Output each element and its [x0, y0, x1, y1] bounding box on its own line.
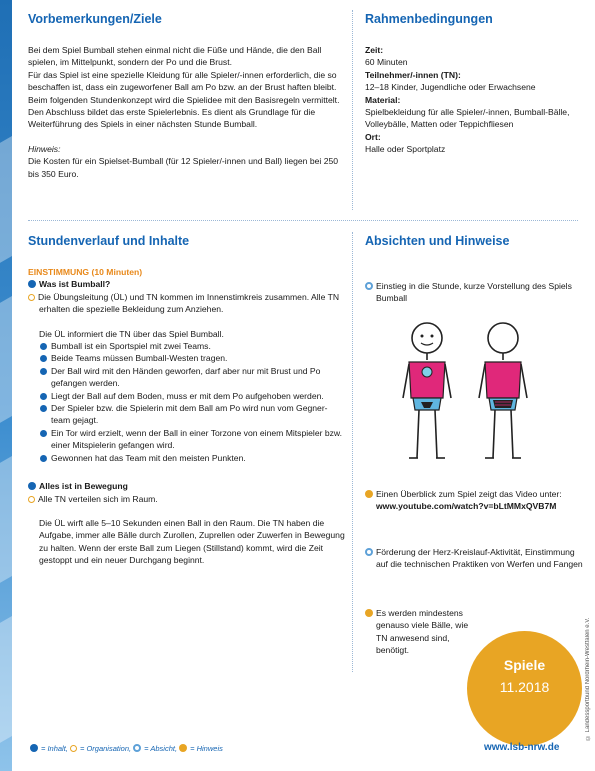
absicht-icon: [133, 744, 141, 752]
divider-horizontal: [28, 220, 578, 221]
legend-hinweis: = Hinweis: [190, 744, 223, 753]
footer-url-link[interactable]: www.lsb-nrw.de: [484, 742, 560, 753]
stundenverlauf-block: [28, 266, 346, 567]
video-hint: [365, 488, 591, 513]
list-item: Der Spieler bzw. die Spielerin mit dem Ball am Po wird nun vom Gegner-team gejagt.: [39, 402, 346, 427]
was-ist-bumball: Was ist Bumball?: [39, 279, 111, 290]
absicht-icon: [365, 282, 373, 290]
list-item: Ein Tor wird erzielt, wenn der Ball in einer Torzone von einem Mitspieler bzw. einer Mitspielerin gefangen wird.: [39, 427, 346, 452]
player-back-figure: [479, 323, 527, 458]
player-front-figure: [403, 323, 451, 458]
divider-top: [352, 10, 353, 210]
informiert-text: Die ÜL informiert die TN über das Spiel Bumball.: [39, 328, 224, 339]
material-label: Material:: [365, 94, 401, 105]
inhalt-icon: [30, 744, 38, 752]
organisation-icon: [28, 496, 35, 503]
absicht-icon: [365, 548, 373, 556]
vorbemerkungen-heading: Vorbemerkungen/Ziele: [28, 12, 162, 26]
rules-list: [28, 340, 346, 464]
left-decor-bar: [0, 0, 12, 771]
org-text-1: Die Übungsleitung (ÜL) und TN kommen im Innenstimkreis zusammen. Alle TN erhalten die spezielle Bekleidung zum Anziehen.: [38, 291, 340, 315]
organisation-icon: [70, 745, 77, 752]
copyright-vertical: © Landessportbund Nordrhein-Westfalen e.V.: [585, 617, 591, 740]
organisation-icon: [28, 294, 35, 301]
inhalt-dot-icon: [28, 280, 36, 288]
absicht-1: [365, 280, 581, 305]
legend-absicht: = Absicht,: [144, 744, 178, 753]
hinweis-icon: [179, 744, 187, 752]
badge-title: Spiele: [503, 657, 546, 673]
video-hint-text: Einen Überblick zum Spiel zeigt das Video unter:: [376, 489, 562, 499]
absicht-1-text: Einstieg in die Stunde, kurze Vorstellung des Spiels Bumball: [376, 281, 572, 304]
list-item: Bumball ist ein Sportspiel mit zwei Teams.: [39, 340, 346, 352]
rahmen-block: [365, 44, 575, 156]
absicht-2: [365, 546, 586, 571]
hinweis-label: Hinweis:: [28, 143, 61, 154]
bumball-players-illustration: [385, 318, 555, 468]
list-item: Der Ball wird mit den Händen geworfen, darf aber nur mit Brust und Po gefangen werden.: [39, 365, 346, 390]
badge-date: 11.2018: [499, 679, 550, 695]
ort-label: Ort:: [365, 131, 381, 142]
einstimmung-label: EINSTIMMUNG (10 Minuten): [28, 267, 143, 277]
hinweis-baelle-text: Es werden mindestens genauso viele Bälle, wie TN anwesend sind, benötigt.: [376, 608, 469, 656]
zeit-label: Zeit:: [365, 45, 384, 55]
bewegung-paragraph: Die ÜL wirft alle 5–10 Sekunden einen Ball in den Raum. Die TN haben die Aufgabe, immer alle Bälle durch Zurollen, Zuprellen oder Zuwerfen in Bewegung zu halten. Wenn der erste Ball zum Liegen (Stillstand) kommt, wird die Zeit gestoppt und ein neuer Durchgang beginnt.: [39, 517, 345, 566]
hinweis-baelle: [365, 607, 476, 657]
list-item: Gewonnen hat das Team mit den meisten Punkten.: [39, 452, 346, 464]
tn-label: Teilnehmer/-innen (TN):: [365, 69, 461, 80]
list-item: Liegt der Ball auf dem Boden, muss er mit dem Po aufgehoben werden.: [39, 390, 346, 402]
divider-bottom: [352, 232, 353, 672]
inhalt-dot-icon: [28, 482, 36, 490]
vorbemerkungen-p2: Für das Spiel ist eine spezielle Kleidung für alle Spieler/-innen erforderlich, die so beschaffen ist, dass ein zugeworfener Ball am Po bzw. an der Brust haften bleibt. Beim folgenden Stundenkonzept wird die Spielidee mit den Basisregeln vermittelt. Den Abschluss bildet das erste Spielerlebnis. Es dient als Grundlage für die Weiterführung des Spiels in einer nächsten Stunde Bumball.: [28, 69, 340, 130]
material-value: Spielbekleidung für alle Spieler/-innen, Bumball-Bälle, Volleybälle, Matten oder Teppichfliesen: [365, 107, 570, 130]
legend-organisation: = Organisation,: [80, 744, 132, 753]
rahmen-heading: Rahmenbedingungen: [365, 12, 493, 26]
verteilen-text: Alle TN verteilen sich im Raum.: [38, 493, 158, 504]
legend-inhalt: = Inhalt,: [41, 744, 68, 753]
alles-in-bewegung: Alles ist in Bewegung: [39, 481, 128, 492]
list-item: Beide Teams müssen Bumball-Westen tragen.: [39, 352, 346, 364]
ort-value: Halle oder Sportplatz: [365, 144, 446, 155]
vorbemerkungen-p1: Bei dem Spiel Bumball stehen einmal nicht die Füße und Hände, die den Ball spielen, im Mittelpunkt, sondern der Po und die Brust.: [28, 45, 322, 68]
hinweis-text: Die Kosten für ein Spielset-Bumball (für 12 Spieler/-innen und Ball) liegen bei 250 bis 350 Euro.: [28, 156, 339, 179]
hinweis-icon: [365, 609, 373, 617]
spiele-badge: [467, 631, 582, 746]
zeit-value: 60 Minuten: [365, 57, 408, 68]
vorbemerkungen-block: [28, 44, 346, 180]
stundenverlauf-heading: Stundenverlauf und Inhalte: [28, 234, 190, 248]
hinweis-icon: [365, 490, 373, 498]
absichten-heading: Absichten und Hinweise: [365, 234, 510, 248]
absicht-2-text: Förderung der Herz-Kreislauf-Aktivität, Einstimmung auf die technischen Praktiken von Werfen und Fangen: [376, 547, 583, 570]
tn-value: 12–18 Kinder, Jugendliche oder Erwachsene: [365, 82, 536, 93]
footer-legend: [30, 744, 223, 753]
video-url-link[interactable]: www.youtube.com/watch?v=bLtMMxQVB7M: [376, 501, 557, 512]
